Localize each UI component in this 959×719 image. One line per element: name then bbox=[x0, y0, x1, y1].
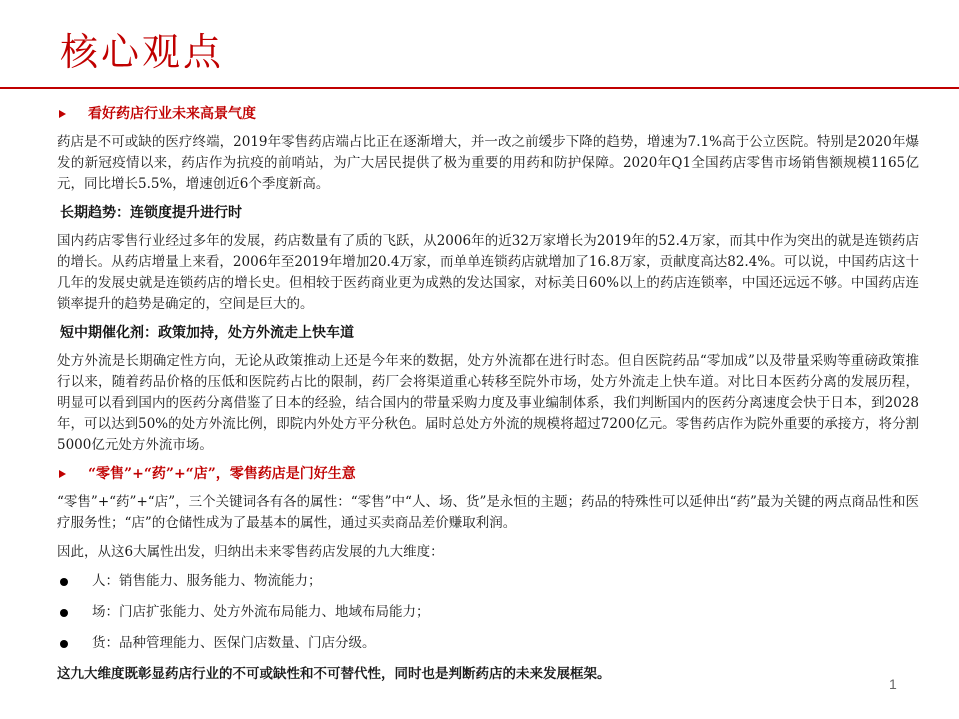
triangle-bullet-icon bbox=[59, 110, 66, 118]
bullet-dot-icon bbox=[60, 640, 68, 648]
section-heading-retail bbox=[57, 464, 919, 484]
page-title: 核心观点 bbox=[60, 30, 225, 74]
section-heading-text: “零售”+“药”+“店”，零售药店是门好生意 bbox=[88, 466, 356, 482]
short-term-paragraph: 处方外流是长期确定性方向，无论从政策推动上还是今年来的数据，处方外流都在进行时态。但自医院药品“零加成”以及带量采购等重磅政策推行以来，随着药品价格的压低和医院药占比的限制，药厂会将渠道重心转移至院外市场，处方外流走上快车道。对比日本医药分离的发展历程，明显可以看到国内的医药分离借鉴了日本的经验，结合国内的带量采购力度及事业编制体系，我们判断国内的医药分离速度会快于日本，到2028年，可以达到50%的处方外流比例，即院内外处方平分秋色。届时总处方外流的规模将超过7200亿元。零售药店作为院外重要的承接方，将分割5000亿元处方外流市场。 bbox=[57, 353, 919, 453]
long-term-paragraph: 国内药店零售行业经过多年的发展，药店数量有了质的飞跃，从2006年的近32万家增长为2019年的52.4万家，而其中作为突出的就是连锁药店的增长。从药店增量上来看，2006年至2019年增加20.4万家，而单单连锁药店就增加了16.8万家，贡献度高达82.4%。可以说，中国药店这十几年的发展史就是连锁药店的增长史。但相较于医药商业更为成熟的发达国家，对标美日60%以上的药店连锁率，中国还远远不够。中国药店连锁率提升的趋势是确定的，空间是巨大的。 bbox=[57, 233, 919, 312]
section-heading-outlook bbox=[57, 104, 919, 124]
conclusion-text: 这九大维度既彰显药店行业的不可或缺性和不可替代性，同时也是判断药店的未来发展框架。 bbox=[57, 666, 611, 682]
list-item bbox=[57, 633, 919, 654]
bullet-dot-icon bbox=[60, 578, 68, 586]
dimensions-intro: 因此，从这6大属性出发，归纳出未来零售药店发展的九大维度： bbox=[57, 544, 444, 560]
title-divider bbox=[0, 87, 959, 89]
list-item bbox=[57, 602, 919, 623]
bullet-dot-icon bbox=[60, 609, 68, 617]
page-number: 1 bbox=[889, 676, 897, 692]
long-term-heading: 长期趋势：连锁度提升进行时 bbox=[60, 205, 242, 221]
dimension-list bbox=[57, 571, 919, 654]
short-term-heading: 短中期催化剂：政策加持，处方外流走上快车道 bbox=[60, 325, 354, 341]
list-item-text: 人：销售能力、服务能力、物流能力； bbox=[92, 573, 322, 589]
content-body bbox=[57, 104, 919, 685]
list-item-text: 场：门店扩张能力、处方外流布局能力、地域布局能力； bbox=[92, 604, 430, 620]
attributes-paragraph: “零售”+“药”+“店”，三个关键词各有各的属性：“零售”中“人、场、货”是永恒的主题；药品的特殊性可以延伸出“药”最为关键的两点商品性和医疗服务性；“店”的仓储性成为了最基本的属性，通过买卖商品差价赚取利润。 bbox=[57, 494, 919, 531]
list-item-text: 货：品种管理能力、医保门店数量、门店分级。 bbox=[92, 635, 376, 651]
intro-paragraph: 药店是不可或缺的医疗终端，2019年零售药店端占比正在逐渐增大，并一改之前缓步下降的趋势，增速为7.1%高于公立医院。特别是2020年爆发的新冠疫情以来，药店作为抗疫的前哨站，为广大居民提供了极为重要的用药和防护保障。2020年Q1全国药店零售市场销售额规模1165亿元，同比增长5.5%，增速创近6个季度新高。 bbox=[57, 134, 919, 192]
list-item bbox=[57, 571, 919, 592]
section-heading-text: 看好药店行业未来高景气度 bbox=[88, 106, 256, 122]
triangle-bullet-icon bbox=[59, 470, 66, 478]
